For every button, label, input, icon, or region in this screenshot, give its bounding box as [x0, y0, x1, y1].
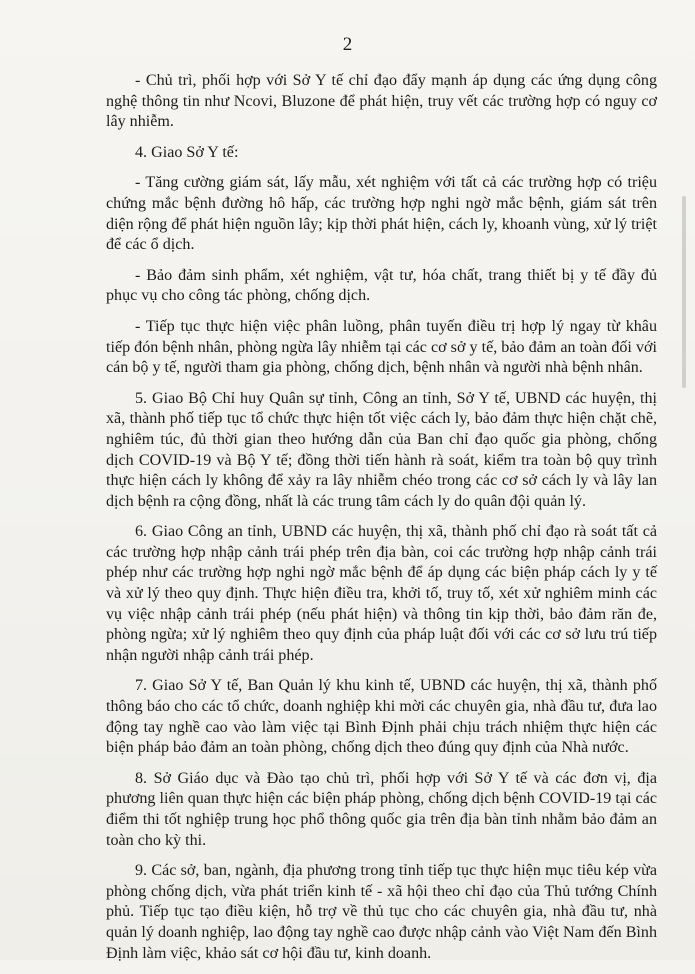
paragraph: - Tiếp tục thực hiện việc phân luồng, phân tuyến điều trị hợp lý ngay từ khâu tiếp đón bệnh nhân, phòng ngừa lây nhiễm tại các cơ sở y tế, bảo đảm an toàn đối với cán bộ y tế, người tham gia phòng, chống dịch, bệnh nhân và người nhà bệnh nhân.	[106, 317, 657, 377]
paragraph: 8. Sở Giáo dục và Đào tạo chủ trì, phối hợp với Sở Y tế và các đơn vị, địa phương liên quan thực hiện các biện pháp phòng, chống dịch bệnh COVID-19 tại các điểm thi tốt nghiệp trung học phổ thông quốc gia trên địa bàn tỉnh nhằm bảo đảm an toàn cho kỳ thi.	[106, 769, 657, 849]
page-number: 2	[342, 34, 353, 55]
paragraph: 9. Các sở, ban, ngành, địa phương trong tỉnh tiếp tục thực hiện mục tiêu kép vừa phòng chống dịch, vừa phát triển kinh tế - xã hội theo chỉ đạo của Thủ tướng Chính phủ. Tiếp tục tạo điều kiện, hỗ trợ về thủ tục cho các chuyên gia, nhà đầu tư, nhà quản lý doanh nghiệp, lao động tay nghề cao được nhập cảnh vào Việt Nam đến Bình Định làm việc, khảo sát cơ hội đầu tư, kinh doanh.	[106, 862, 657, 962]
paragraph: - Chủ trì, phối hợp với Sở Y tế chỉ đạo đẩy mạnh áp dụng các ứng dụng công nghệ thông tin như Ncovi, Bluzone để phát hiện, truy vết các trường hợp có nguy cơ lây nhiễm.	[106, 72, 657, 131]
paragraph: - Tăng cường giám sát, lấy mẫu, xét nghiệm với tất cả các trường hợp có triệu chứng mắc bệnh đường hô hấp, các trường hợp nghi ngờ mắc bệnh, giám sát trên diện rộng để phát hiện nguồn lây; kịp thời phát hiện, cách ly, khoanh vùng, xử lý triệt để các ổ dịch.	[106, 174, 657, 254]
scrollbar[interactable]	[682, 196, 686, 388]
paragraph: 6. Giao Công an tỉnh, UBND các huyện, thị xã, thành phố chỉ đạo rà soát tất cả các trường hợp nhập cảnh trái phép trên địa bàn, coi các trường hợp nhập cảnh trái phép như các trường hợp nghi ngờ mắc bệnh để áp dụng các biện pháp cách ly y tế và xử lý theo quy định. Thực hiện điều tra, khởi tố, truy tố, xét xử nghiêm minh các vụ việc nhập cảnh trái phép (nếu phát hiện) và thông tin kịp thời, bảo đảm răn đe, phòng ngừa; xử lý nghiêm theo quy định của pháp luật đối với các cơ sở lưu trú tiếp nhận người nhập cảnh trái phép.	[106, 523, 657, 664]
paragraph: - Bảo đảm sinh phẩm, xét nghiệm, vật tư, hóa chất, trang thiết bị y tế đầy đủ phục vụ cho công tác phòng, chống dịch.	[106, 266, 657, 305]
document-body	[106, 71, 657, 974]
paragraph: 7. Giao Sở Y tế, Ban Quản lý khu kinh tế, UBND các huyện, thị xã, thành phố thông báo cho các tổ chức, doanh nghiệp khi mời các chuyên gia, nhà đầu tư, đưa lao động tay nghề cao vào làm việc tại Bình Định phải chịu trách nhiệm thực hiện các biện pháp bảo đảm an toàn phòng, chống dịch theo đúng quy định của Nhà nước.	[106, 677, 657, 757]
paragraph: 5. Giao Bộ Chỉ huy Quân sự tỉnh, Công an tỉnh, Sở Y tế, UBND các huyện, thị xã, thành phố tiếp tục tổ chức thực hiện tốt việc cách ly, bảo đảm thực hiện chặt chẽ, nghiêm túc, đủ thời gian theo hướng dẫn của Ban chỉ đạo quốc gia phòng, chống dịch COVID-19 và Bộ Y tế; đồng thời tiến hành rà soát, kiểm tra toàn bộ quy trình thực hiện cách ly không để xảy ra lây nhiễm chéo trong các cơ sở cách ly và lây lan dịch bệnh ra cộng đồng, nhất là các trung tâm cách ly do quân đội quản lý.	[106, 389, 657, 510]
paragraph: 4. Giao Sở Y tế:	[135, 143, 239, 161]
